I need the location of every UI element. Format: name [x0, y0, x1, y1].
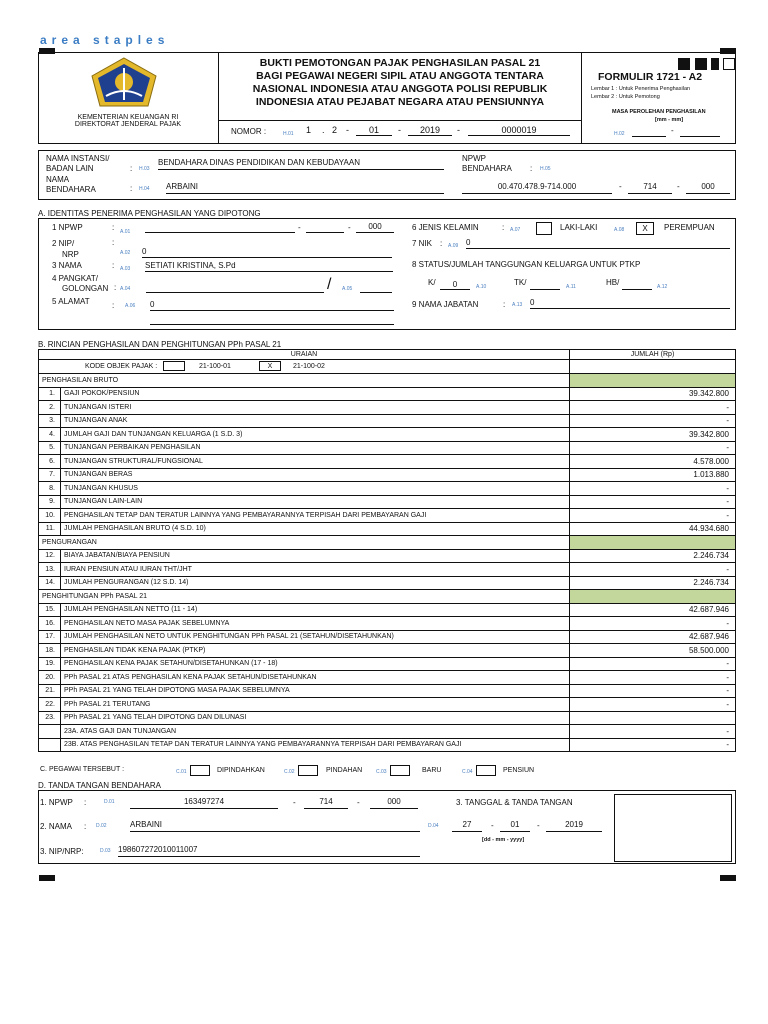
nomor-sep: - — [457, 125, 460, 135]
npwp-field-3[interactable]: 000 — [356, 222, 394, 233]
nomor-2: 2 — [332, 125, 338, 135]
row-number: 16. — [39, 617, 61, 631]
row-label: PENGHASILAN KENA PAJAK SETAHUN/DISETAHUNKAN (17 - 18) — [61, 657, 570, 671]
row-value — [570, 711, 736, 725]
table-row — [39, 671, 736, 685]
row-value: 39.342.800 — [570, 387, 736, 401]
group-bruto: PENGHASILAN BRUTO — [39, 374, 570, 388]
d-nip-label: 3. NIP/NRP: — [40, 847, 84, 856]
lembar-1: Lembar 1 : Untuk Penerima Penghasilan — [591, 86, 691, 92]
row-label: PENGHASILAN NETO MASA PAJAK SEBELUMNYA — [61, 617, 570, 631]
perempuan-label: PEREMPUAN — [664, 223, 715, 232]
nomor-label: NOMOR : — [231, 127, 267, 136]
table-row — [39, 387, 736, 401]
group-row — [39, 374, 736, 388]
pangkat-label: 4 PANGKAT/ GOLONGAN — [52, 274, 109, 293]
npwp-label: 1 NPWP — [52, 223, 83, 232]
d-npwp-1: 163497274 — [130, 797, 278, 809]
alamat-label: 5 ALAMAT — [52, 297, 90, 306]
colon: : — [84, 822, 87, 831]
marker-block — [711, 58, 719, 70]
npwp-sep: - — [357, 798, 360, 807]
row-label: TUNJANGAN ISTERI — [61, 401, 570, 415]
colon: : — [503, 300, 506, 309]
nik-label: 7 NIK — [412, 239, 433, 248]
npwp-code: A.01 — [120, 229, 131, 235]
colon: : — [112, 238, 115, 247]
row-number: 21. — [39, 684, 61, 698]
kode-objek-row — [39, 360, 736, 374]
table-row — [39, 630, 736, 644]
npwp-sep: - — [677, 182, 680, 191]
tgl-sep: - — [491, 821, 494, 830]
row-value: - — [570, 725, 736, 739]
masa-from[interactable] — [632, 128, 666, 137]
rincian-table — [38, 349, 736, 752]
table-row — [39, 698, 736, 712]
row-label: PPh PASAL 21 ATAS PENGHASILAN KENA PAJAK SETAHUN/DISETAHUNKAN — [61, 671, 570, 685]
row-value: 58.500.000 — [570, 644, 736, 658]
row-label: IURAN PENSIUN ATAU IURAN THT/JHT — [61, 563, 570, 577]
table-row — [39, 603, 736, 617]
colon: : — [130, 184, 133, 193]
pindahan-label: PINDAHAN — [326, 767, 363, 774]
nip-code: A.02 — [120, 250, 131, 256]
c04-code: C.04 — [462, 769, 473, 775]
row-value: - — [570, 482, 736, 496]
row-label: JUMLAH PENGURANGAN (12 S.D. 14) — [61, 576, 570, 590]
npwp-field-1[interactable] — [145, 222, 295, 233]
table-row — [39, 657, 736, 671]
hb-label: HB/ — [606, 278, 620, 287]
row-number: 11. — [39, 522, 61, 536]
section-c-title: C. PEGAWAI TERSEBUT : — [40, 766, 125, 773]
divider — [581, 52, 582, 144]
nomor-3: 01 — [356, 125, 392, 136]
row-label: TUNJANGAN LAIN-LAIN — [61, 495, 570, 509]
tgl-sep: - — [537, 821, 540, 830]
row-value: 42.687.946 — [570, 603, 736, 617]
table-row — [39, 428, 736, 442]
nama-value: SETIATI KRISTINA, S.Pd — [145, 261, 393, 272]
row-value: - — [570, 617, 736, 631]
nomor-dot: . — [322, 125, 325, 135]
nip-label: 2 NIP/ NRP — [52, 239, 79, 259]
table-row — [39, 522, 736, 536]
group-row — [39, 536, 736, 550]
row-number: 10. — [39, 509, 61, 523]
table-row — [39, 495, 736, 509]
pangkat-code: A.04 — [120, 286, 131, 292]
row-label: JUMLAH PENGHASILAN NETTO (11 - 14) — [61, 603, 570, 617]
d-npwp-3: 000 — [370, 797, 418, 809]
alamat-value: 0 — [150, 300, 394, 311]
form-title: FORMULIR 1721 - A2 — [598, 71, 703, 83]
lembar-2: Lembar 2 : Untuk Pemotong — [591, 94, 660, 100]
group-value — [570, 536, 736, 550]
d01-code: D.01 — [104, 799, 115, 805]
nama-instansi-code: H.03 — [139, 166, 150, 172]
row-number: 15. — [39, 603, 61, 617]
row-value: - — [570, 441, 736, 455]
table-row — [39, 414, 736, 428]
row-number: 2. — [39, 401, 61, 415]
d-npwp-label: 1. NPWP — [40, 798, 73, 807]
row-label: PENGHASILAN TETAP DAN TERATUR LAINNYA YANG PEMBAYARANNYA TERPISAH DARI PEMBAYARAN GAJI — [61, 509, 570, 523]
table-row — [39, 576, 736, 590]
row-value: 2.246.734 — [570, 576, 736, 590]
npwp-field-2[interactable] — [306, 222, 344, 233]
group-label: PENGHITUNGAN PPh PASAL 21 — [39, 590, 570, 604]
npwp-sep: - — [298, 223, 301, 232]
row-value: - — [570, 414, 736, 428]
kode-1-label: 21-100-01 — [199, 363, 231, 370]
jk-code-2: A.08 — [614, 227, 625, 233]
d03-code: D.03 — [100, 848, 111, 854]
alamat-line2 — [150, 314, 394, 325]
row-value: - — [570, 684, 736, 698]
row-number — [39, 725, 61, 739]
row-value: - — [570, 657, 736, 671]
row-number: 9. — [39, 495, 61, 509]
row-label: 23A. ATAS GAJI DAN TUNJANGAN — [61, 725, 570, 739]
colon: : — [114, 283, 117, 292]
row-value: - — [570, 671, 736, 685]
row-label: TUNJANGAN STRUKTURAL/FUNGSIONAL — [61, 455, 570, 469]
group-row — [39, 590, 736, 604]
row-value: - — [570, 509, 736, 523]
npwp-sep: - — [619, 182, 622, 191]
nomor-5: 0000019 — [468, 125, 570, 136]
masa-to[interactable] — [680, 128, 720, 137]
table-row — [39, 468, 736, 482]
jabatan-code: A.13 — [512, 302, 523, 308]
row-number: 13. — [39, 563, 61, 577]
row-value: 44.934.680 — [570, 522, 736, 536]
kode-2-checkbox[interactable]: X — [259, 361, 281, 371]
kode-objek-label: KODE OBJEK PAJAK : — [85, 363, 158, 370]
row-value: - — [570, 698, 736, 712]
colon: : — [112, 301, 115, 310]
tgl-dd: 27 — [452, 820, 482, 832]
jk-code-1: A.07 — [510, 227, 521, 233]
masa-format: [mm - mm] — [655, 117, 684, 123]
hb-field[interactable] — [622, 280, 652, 290]
row-label: JUMLAH PENGHASILAN BRUTO (4 S.D. 10) — [61, 522, 570, 536]
watermark: area staples — [40, 33, 170, 47]
row-label: BIAYA JABATAN/BIAYA PENSIUN — [61, 549, 570, 563]
hb-code: A.12 — [657, 284, 668, 290]
table-row — [39, 684, 736, 698]
colon: : — [112, 261, 115, 270]
col-uraian: URAIAN — [39, 350, 570, 360]
table-row — [39, 563, 736, 577]
row-number: 22. — [39, 698, 61, 712]
row-value: - — [570, 401, 736, 415]
section-b-title: B. RINCIAN PENGHASILAN DAN PENGHITUNGAN PPh PASAL 21 — [38, 340, 282, 349]
row-label: TUNJANGAN KHUSUS — [61, 482, 570, 496]
row-label: 23B. ATAS PENGHASILAN TETAP DAN TERATUR LAINNYA YANG PEMBAYARANNYA TERPISAH DARI PEMBAYARAN GAJI — [61, 738, 570, 752]
table-row — [39, 455, 736, 469]
marker-block — [695, 58, 707, 70]
table-row — [39, 509, 736, 523]
row-value: - — [570, 495, 736, 509]
slash: / — [327, 276, 332, 293]
row-label: PPh PASAL 21 YANG TELAH DIPOTONG MASA PAJAK SEBELUMNYA — [61, 684, 570, 698]
nomor-1: 1 — [306, 125, 312, 135]
row-label: TUNJANGAN BERAS — [61, 468, 570, 482]
divider — [218, 52, 219, 144]
npwp-bendahara-2: 714 — [628, 182, 672, 194]
corner-mark — [720, 875, 736, 881]
row-number: 3. — [39, 414, 61, 428]
masa-sep: - — [671, 126, 674, 135]
row-label: PPh PASAL 21 TERUTANG — [61, 698, 570, 712]
d04-code: D.04 — [428, 823, 439, 829]
row-number: 12. — [39, 549, 61, 563]
row-number — [39, 738, 61, 752]
marker-block — [678, 58, 690, 70]
c02-code: C.02 — [284, 769, 295, 775]
k-label: K/ — [428, 278, 436, 287]
jenis-kelamin-label: 6 JENIS KELAMIN — [412, 223, 479, 232]
d-nip-value: 198607272010011007 — [118, 845, 420, 857]
row-number: 20. — [39, 671, 61, 685]
nama-instansi-label: NAMA INSTANSI/ BADAN LAIN — [46, 154, 110, 173]
row-number: 14. — [39, 576, 61, 590]
row-label: TUNJANGAN PERBAIKAN PENGHASILAN — [61, 441, 570, 455]
colon: : — [530, 164, 533, 173]
nama-code: A.03 — [120, 266, 131, 272]
golongan-code: A.05 — [342, 286, 353, 292]
kemenkeu-logo — [88, 56, 160, 112]
row-label: PPh PASAL 21 YANG TELAH DIPOTONG DAN DILUNASI — [61, 711, 570, 725]
ministry-name: KEMENTERIAN KEUANGAN RI DIREKTORAT JENDERAL PAJAK — [74, 114, 182, 128]
c03-code: C.03 — [376, 769, 387, 775]
pangkat-field[interactable] — [146, 283, 324, 293]
row-value: 39.342.800 — [570, 428, 736, 442]
npwp-sep: - — [348, 223, 351, 232]
row-number: 5. — [39, 441, 61, 455]
section-a-title: A. IDENTITAS PENERIMA PENGHASILAN YANG DIPOTONG — [38, 209, 261, 218]
colon: : — [112, 223, 115, 232]
row-label: PENGHASILAN TIDAK KENA PAJAK (PTKP) — [61, 644, 570, 658]
row-label: JUMLAH GAJI DAN TUNJANGAN KELUARGA (1 S.D. 3) — [61, 428, 570, 442]
row-number: 6. — [39, 455, 61, 469]
group-value — [570, 590, 736, 604]
d02-code: D.02 — [96, 823, 107, 829]
golongan-field[interactable] — [360, 283, 392, 293]
c01-code: C.01 — [176, 769, 187, 775]
tgl-mm: 01 — [500, 820, 530, 832]
kode-2-label: 21-100-02 — [293, 363, 325, 370]
row-number: 23. — [39, 711, 61, 725]
k-value: 0 — [440, 280, 470, 290]
table-row — [39, 644, 736, 658]
ttd-label: 3. TANGGAL & TANDA TANGAN — [456, 798, 573, 807]
perempuan-checkbox[interactable]: X — [636, 222, 654, 235]
npwp-bendahara-label: NPWP BENDAHARA — [462, 154, 512, 173]
row-label: JUMLAH PENGHASILAN NETO UNTUK PENGHITUNGAN PPh PASAL 21 (SETAHUN/DISETAHUNKAN) — [61, 630, 570, 644]
table-header-row — [39, 350, 736, 360]
nama-bendahara-value: ARBAINI — [166, 182, 444, 194]
laki-laki-label: LAKI-LAKI — [560, 223, 598, 232]
tgl-yyyy: 2019 — [546, 820, 602, 832]
row-value: 42.687.946 — [570, 630, 736, 644]
table-row — [39, 482, 736, 496]
row-number: 1. — [39, 387, 61, 401]
nik-code: A.09 — [448, 243, 459, 249]
nama-bendahara-label: NAMA BENDAHARA — [46, 175, 96, 194]
npwp-bendahara-3: 000 — [686, 182, 730, 194]
kode-1-checkbox[interactable] — [163, 361, 185, 371]
npwp-sep: - — [293, 798, 296, 807]
tgl-format: [dd - mm - yyyy] — [482, 837, 525, 843]
npwp-bendahara-1: 00.470.478.9-714.000 — [462, 182, 612, 194]
nama-label: 3 NAMA — [52, 261, 82, 270]
baru-label: BARU — [422, 767, 442, 774]
tk-code: A.11 — [566, 284, 576, 290]
tk-field[interactable] — [530, 280, 560, 290]
table-row — [39, 441, 736, 455]
nomor-sep: - — [346, 125, 349, 135]
colon: : — [130, 164, 133, 173]
group-label: PENGURANGAN — [39, 536, 570, 550]
d-nama-label: 2. NAMA — [40, 822, 73, 831]
table-row — [39, 711, 736, 725]
alamat-code: A.06 — [125, 303, 136, 309]
colon: : — [440, 239, 443, 248]
table-row — [39, 549, 736, 563]
row-value: 2.246.734 — [570, 549, 736, 563]
d-nama-value: ARBAINI — [130, 820, 420, 832]
nip-value: 0 — [142, 247, 392, 258]
table-row — [39, 738, 736, 752]
jabatan-value: 0 — [530, 298, 730, 309]
row-number: 8. — [39, 482, 61, 496]
pindahan-checkbox[interactable] — [298, 765, 318, 776]
signature-box[interactable] — [614, 794, 732, 862]
masa-label: MASA PEROLEHAN PENGHASILAN — [612, 109, 706, 115]
baru-checkbox[interactable] — [390, 765, 410, 776]
table-row — [39, 617, 736, 631]
divider — [218, 120, 581, 121]
row-value: - — [570, 738, 736, 752]
row-label: GAJI POKOK/PENSIUN — [61, 387, 570, 401]
section-d-title: D. TANDA TANGAN BENDAHARA — [38, 781, 161, 790]
colon: : — [84, 798, 87, 807]
corner-mark — [39, 875, 55, 881]
table-row — [39, 725, 736, 739]
row-value: - — [570, 563, 736, 577]
tk-label: TK/ — [514, 278, 527, 287]
row-number: 7. — [39, 468, 61, 482]
dipindahkan-label: DIPINDAHKAN — [217, 767, 265, 774]
nama-code: H.04 — [139, 186, 150, 192]
row-number: 19. — [39, 657, 61, 671]
dipindahkan-checkbox[interactable] — [190, 765, 210, 776]
row-value: 1.013.880 — [570, 468, 736, 482]
npwp-code: H.05 — [540, 166, 551, 172]
row-label: TUNJANGAN ANAK — [61, 414, 570, 428]
jabatan-label: 9 NAMA JABATAN — [412, 300, 479, 309]
k-code: A.10 — [476, 284, 487, 290]
colon: : — [502, 223, 505, 232]
row-number: 17. — [39, 630, 61, 644]
nomor-code: H.01 — [283, 131, 294, 137]
document-title: BUKTI PEMOTONGAN PAJAK PENGHASILAN PASAL 21 BAGI PEGAWAI NEGERI SIPIL ATAU ANGGOTA TENTARA NASIONAL INDONESIA ATAU ANGGOTA POLISI REPUBLIK INDONESIA ATAU PEJABAT NEGARA ATAU PENSIUNNYA — [252, 57, 548, 108]
d-npwp-2: 714 — [304, 797, 348, 809]
nomor-4: 2019 — [408, 125, 452, 136]
row-number: 18. — [39, 644, 61, 658]
nik-value: 0 — [466, 238, 730, 249]
row-number: 4. — [39, 428, 61, 442]
row-value: 4.578.000 — [570, 455, 736, 469]
nama-instansi-value: BENDAHARA DINAS PENDIDIKAN DAN KEBUDAYAAN — [158, 158, 444, 170]
col-jumlah: JUMLAH (Rp) — [570, 350, 736, 360]
pensiun-checkbox[interactable] — [476, 765, 496, 776]
laki-laki-checkbox[interactable] — [536, 222, 552, 235]
table-row — [39, 401, 736, 415]
masa-code: H.02 — [614, 131, 625, 137]
marker-box — [723, 58, 735, 70]
pensiun-label: PENSIUN — [503, 767, 535, 774]
nomor-sep: - — [398, 125, 401, 135]
ptkp-label: 8 STATUS/JUMLAH TANGGUNGAN KELUARGA UNTUK PTKP — [412, 260, 641, 269]
